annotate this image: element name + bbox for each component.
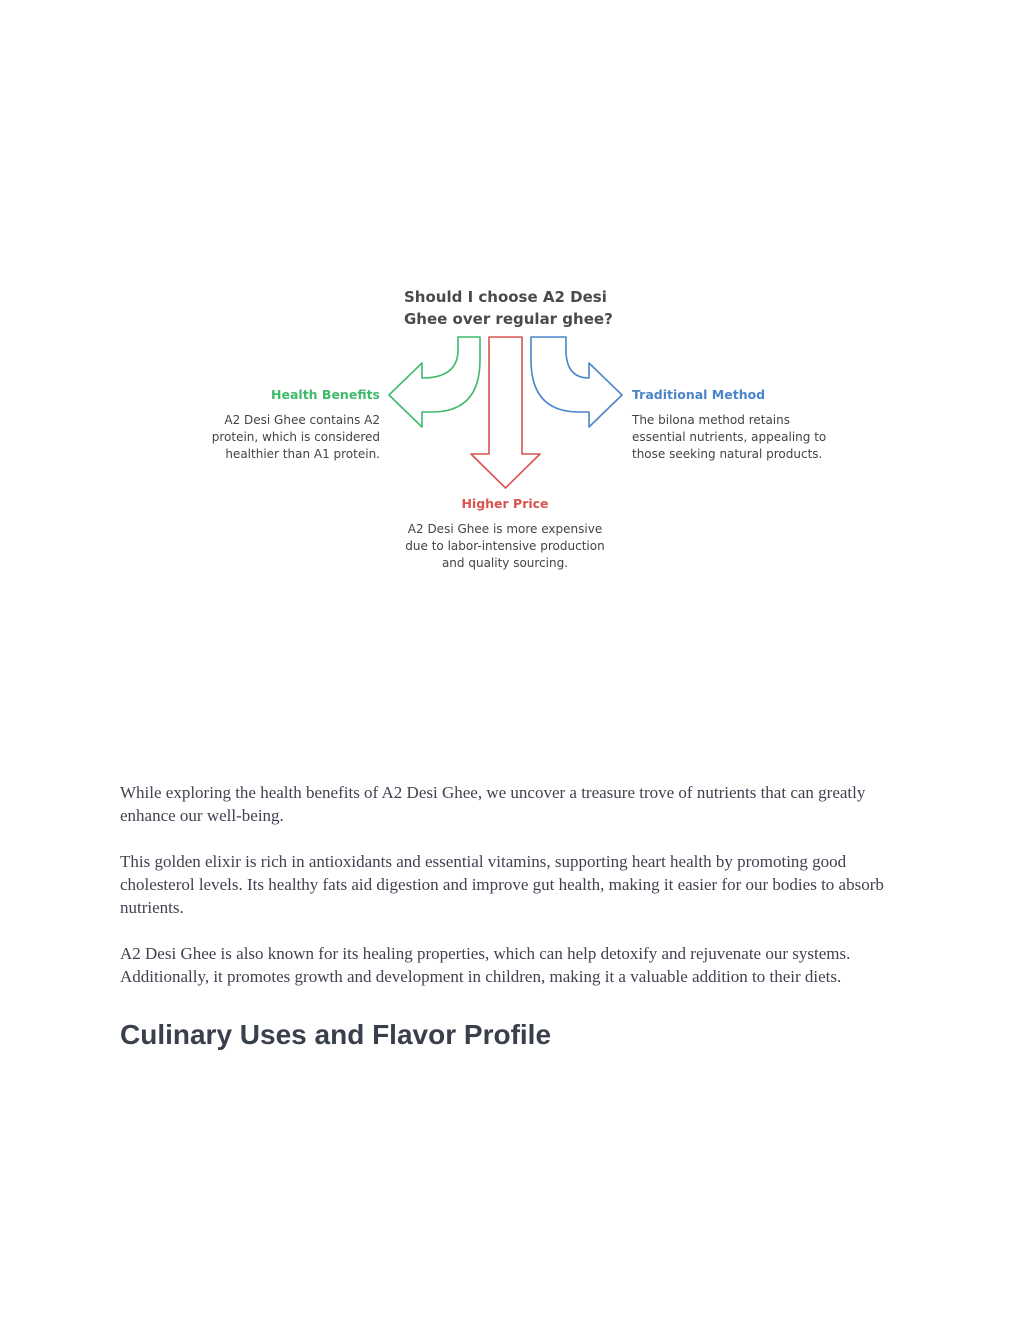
higher-price-description: A2 Desi Ghee is more expensive due to labor-intensive production and quality sourcing. xyxy=(405,522,605,570)
section-heading: Culinary Uses and Flavor Profile xyxy=(120,1019,552,1050)
article-paragraph: A2 Desi Ghee is also known for its healing properties, which can help detoxify and rejuvenate our systems. Additionally, it promotes growth and development in children, making it a valuable addition to their diets. xyxy=(120,944,851,986)
diagram-title: Should I choose A2 Desi Ghee over regular ghee? xyxy=(404,288,613,328)
traditional-method-description: The bilona method retains essential nutrients, appealing to those seeking natural products. xyxy=(632,413,827,461)
article-paragraph: This golden elixir is rich in antioxidants and essential vitamins, supporting heart health by promoting good cholesterol levels. Its healthy fats aid digestion and improve gut health, making it easier for our bodies to absorb nutrients. xyxy=(120,852,884,917)
health-benefits-arrow xyxy=(389,337,480,427)
article-paragraph: While exploring the health benefits of A2 Desi Ghee, we uncover a treasure trove of nutrients that can greatly enhance our well-being. xyxy=(120,783,866,825)
article-body xyxy=(120,781,890,1051)
health-benefits-description: A2 Desi Ghee contains A2 protein, which is considered healthier than A1 protein. xyxy=(211,413,380,461)
traditional-method-heading: Traditional Method xyxy=(632,387,766,402)
health-benefits-heading: Health Benefits xyxy=(271,387,380,402)
higher-price-arrow xyxy=(471,337,540,488)
traditional-method-arrow xyxy=(531,337,622,427)
higher-price-heading: Higher Price xyxy=(461,496,549,511)
